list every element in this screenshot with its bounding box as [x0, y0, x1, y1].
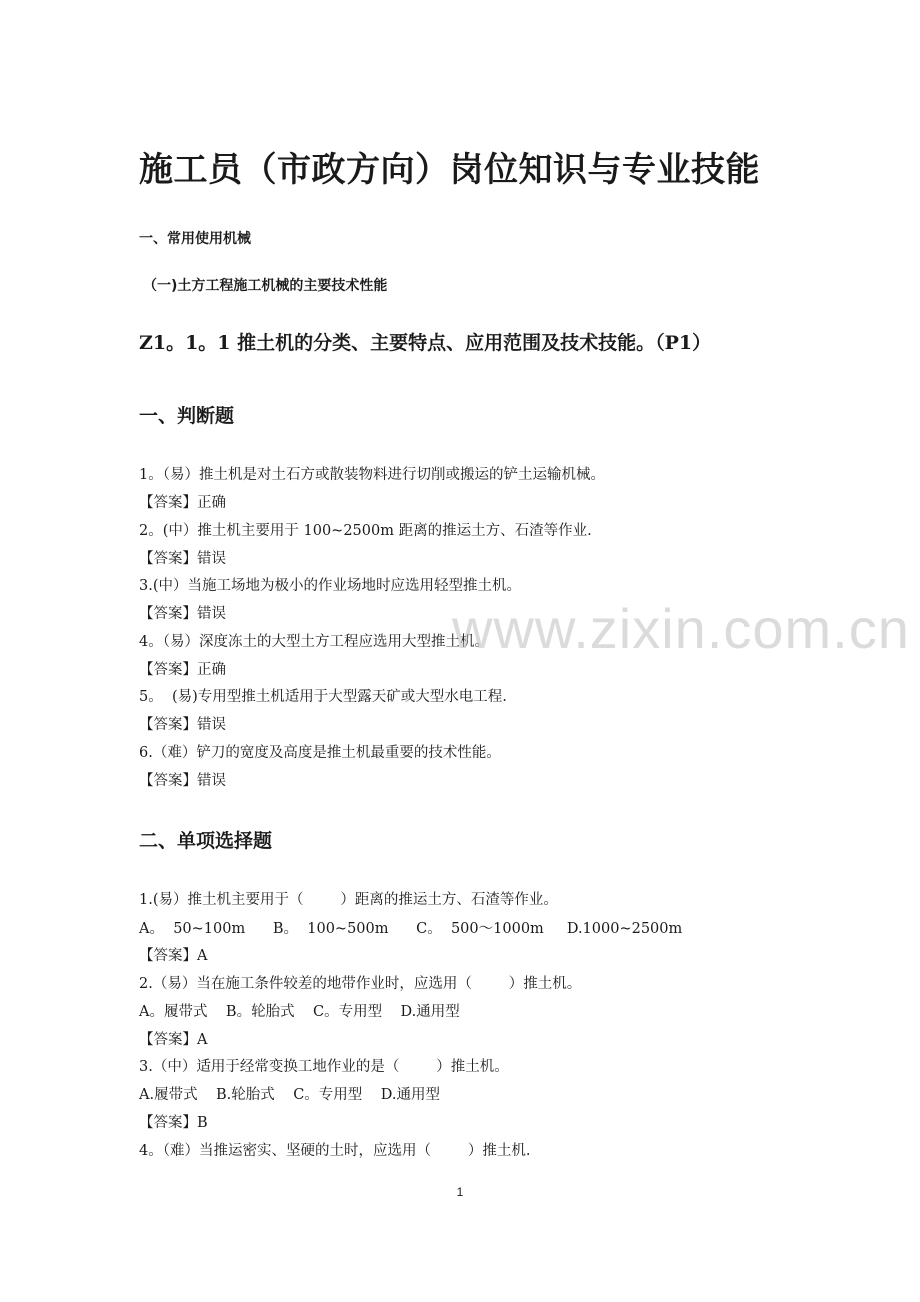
judge-section-heading: 一、判断题: [139, 405, 235, 427]
choice-question: 2.（易）当在施工条件较差的地带作业时，应选用（ ）推土机。: [139, 976, 582, 992]
choice-section-heading: 二、单项选择题: [139, 830, 273, 852]
judge-answer: 【答案】错误: [139, 717, 226, 733]
topic-heading: Z1。1。1 推土机的分类、主要特点、应用范围及技术技能。（P1）: [139, 332, 712, 354]
choice-question: 1.(易）推土机主要用于（ ）距离的推运土方、石渣等作业。: [139, 892, 558, 908]
document-title: 施工员（市政方向）岗位知识与专业技能: [139, 150, 760, 190]
choice-question: 4。（难）当推运密实、坚硬的土时，应选用（ ）推土机.: [139, 1143, 531, 1159]
page-number: 1: [456, 1185, 464, 1199]
judge-line: 1。（易）推土机是对土石方或散装物料进行切削或搬运的铲土运输机械。: [139, 467, 605, 483]
judge-answer: 【答案】正确: [139, 495, 226, 511]
choice-question: 3.（中）适用于经常变换工地作业的是（ ）推土机。: [139, 1059, 509, 1075]
choice-answer: 【答案】A: [139, 948, 208, 964]
judge-line: 2。(中）推土机主要用于 100~2500m 距离的推运土方、石渣等作业.: [139, 523, 592, 539]
judge-answer: 【答案】错误: [139, 606, 226, 622]
choice-answer: 【答案】B: [139, 1115, 208, 1131]
judge-answer: 【答案】错误: [139, 551, 226, 567]
section-heading: 一、常用使用机械: [139, 231, 251, 247]
choice-options: A。履带式 B。轮胎式 C。专用型 D.通用型: [139, 1004, 460, 1020]
choice-options: A.履带式 B.轮胎式 C。专用型 D.通用型: [139, 1087, 440, 1103]
watermark-text: www.zixin.com.cn: [452, 597, 910, 660]
judge-line: 5。 (易)专用型推土机适用于大型露天矿或大型水电工程.: [139, 689, 507, 705]
choice-options: A。 50~100m B。 100~500m C。 500～1000m D.1000~2500m: [139, 921, 683, 937]
judge-line: 3.(中）当施工场地为极小的作业场地时应选用轻型推土机。: [139, 578, 521, 594]
judge-line: 4。（易）深度冻土的大型土方工程应选用大型推土机。: [139, 634, 489, 650]
judge-answer: 【答案】正确: [139, 662, 226, 678]
subsection-heading: （一)土方工程施工机械的主要技术性能: [143, 278, 388, 294]
judge-answer: 【答案】错误: [139, 773, 226, 789]
judge-line: 6.（难）铲刀的宽度及高度是推土机最重要的技术性能。: [139, 745, 501, 761]
choice-answer: 【答案】A: [139, 1032, 208, 1048]
